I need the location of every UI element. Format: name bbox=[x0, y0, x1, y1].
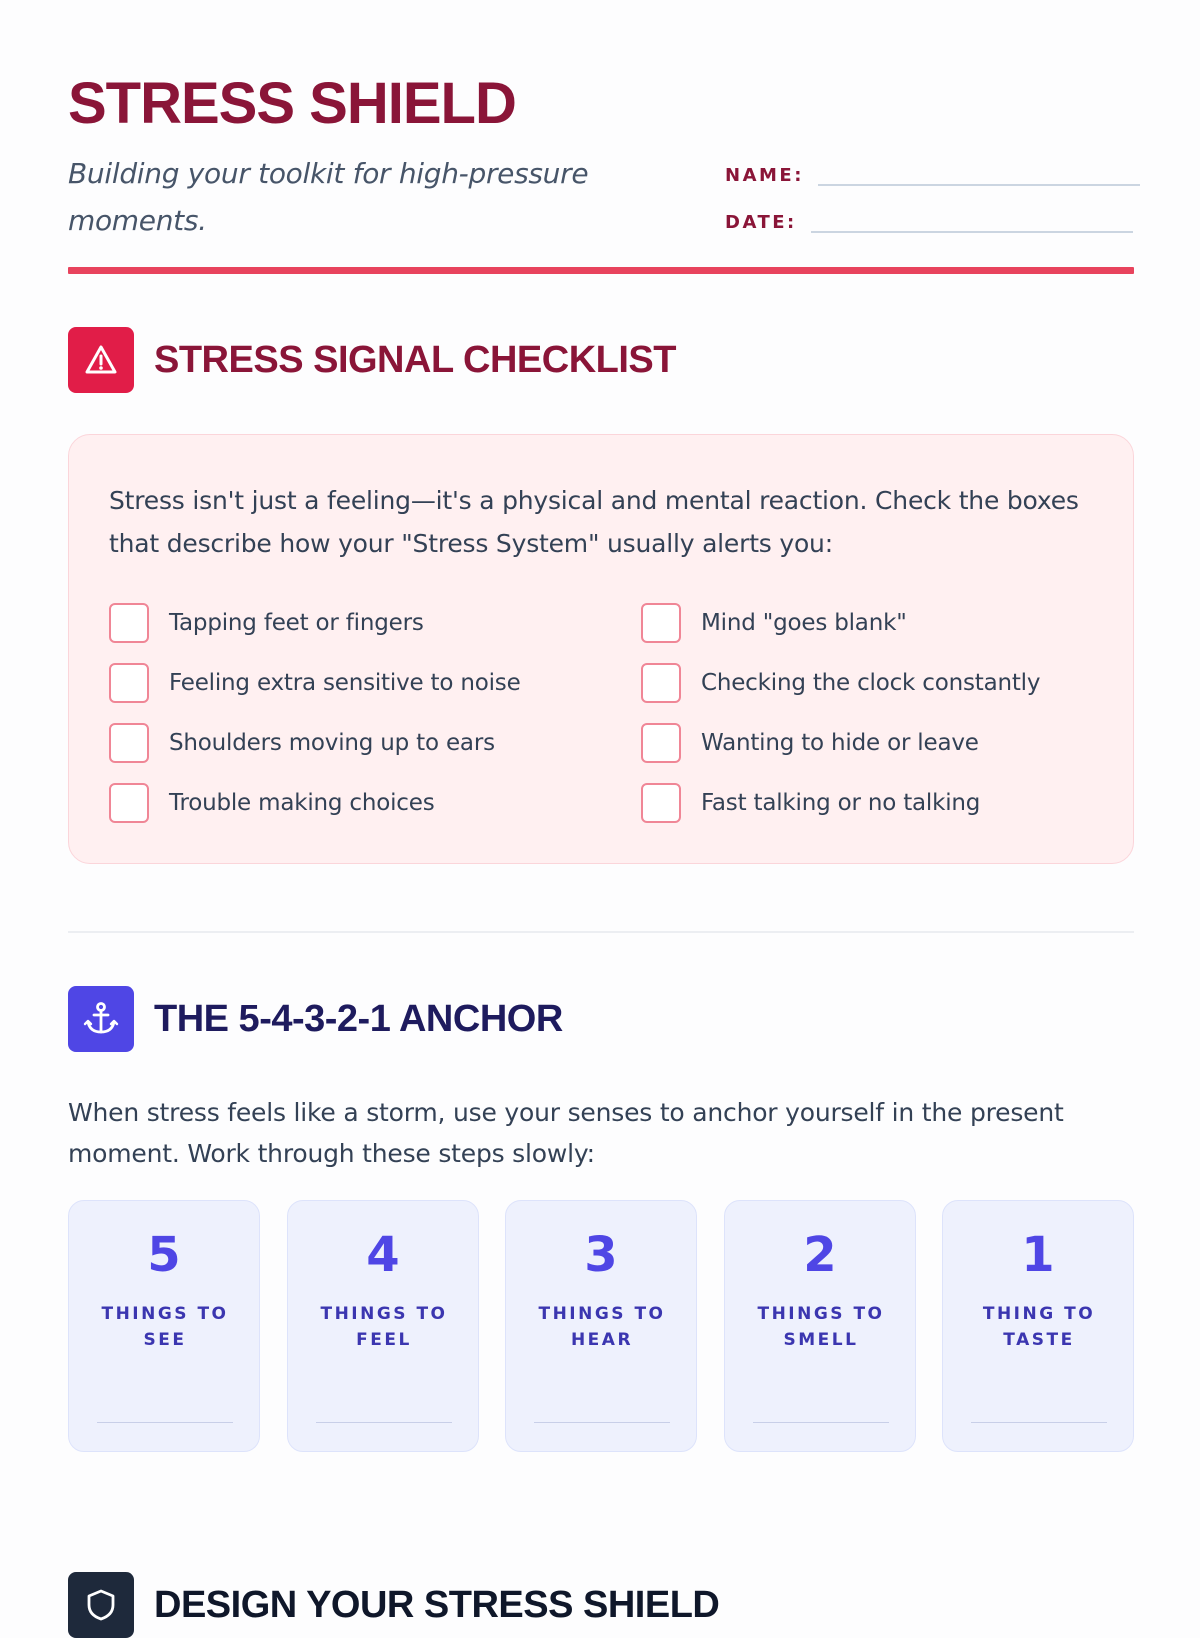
shield-title: DESIGN YOUR STRESS SHIELD bbox=[154, 1583, 720, 1626]
checklist-item[interactable] bbox=[641, 663, 1040, 703]
checkbox[interactable] bbox=[109, 783, 149, 823]
anchor-section-header bbox=[68, 986, 563, 1052]
sense-label: THINGS TO FEEL bbox=[320, 1304, 448, 1350]
sense-label: THINGS TO SMELL bbox=[757, 1304, 885, 1350]
section-divider bbox=[68, 931, 1134, 933]
shield-icon bbox=[68, 1572, 134, 1638]
checklist-panel bbox=[68, 434, 1134, 864]
anchor-intro: When stress feels like a storm, use your senses to anchor yourself in the present moment. Work through these steps slowly: bbox=[68, 1098, 1064, 1168]
sense-card-taste bbox=[942, 1200, 1134, 1452]
anchor-title: THE 5-4-3-2-1 ANCHOR bbox=[154, 997, 563, 1040]
warning-triangle-icon bbox=[68, 327, 134, 393]
page-title: STRESS SHIELD bbox=[68, 71, 516, 136]
sense-number: 1 bbox=[1021, 1227, 1055, 1283]
sense-number: 4 bbox=[366, 1227, 400, 1283]
sense-label: THINGS TO HEAR bbox=[538, 1304, 666, 1350]
sense-label: THING TO TASTE bbox=[982, 1304, 1096, 1350]
checklist-item-label: Mind "goes blank" bbox=[701, 610, 907, 636]
checklist-item-label: Feeling extra sensitive to noise bbox=[169, 670, 521, 696]
checklist-title: STRESS SIGNAL CHECKLIST bbox=[154, 338, 676, 381]
date-label: DATE: bbox=[725, 212, 797, 233]
checkbox[interactable] bbox=[641, 783, 681, 823]
sense-answer-line[interactable] bbox=[316, 1422, 452, 1424]
sense-answer-line[interactable] bbox=[971, 1422, 1107, 1424]
checklist-item-label: Checking the clock constantly bbox=[701, 670, 1041, 696]
checkbox[interactable] bbox=[641, 663, 681, 703]
checklist-section-header bbox=[68, 327, 676, 393]
shield-section-header bbox=[68, 1572, 719, 1638]
checklist-intro: Stress isn't just a feeling—it's a physical and mental reaction. Check the boxes that describe how your "Stress System" usually alerts you: bbox=[109, 486, 1079, 558]
checkbox[interactable] bbox=[641, 603, 681, 643]
checklist-item[interactable] bbox=[641, 603, 907, 643]
page-subtitle: Building your toolkit for high-pressure moments. bbox=[68, 157, 589, 237]
sense-card-smell bbox=[724, 1200, 916, 1452]
name-field bbox=[725, 164, 1140, 186]
checklist-item[interactable] bbox=[109, 663, 521, 703]
checklist-item-label: Fast talking or no talking bbox=[701, 790, 981, 816]
checklist-item-label: Tapping feet or fingers bbox=[169, 610, 424, 636]
sense-number: 5 bbox=[147, 1227, 181, 1283]
name-label: NAME: bbox=[725, 165, 804, 186]
checklist-item[interactable] bbox=[109, 783, 434, 823]
checkbox[interactable] bbox=[109, 603, 149, 643]
sense-card-see bbox=[68, 1200, 260, 1452]
sense-card-hear bbox=[505, 1200, 697, 1452]
checklist-item[interactable] bbox=[641, 783, 980, 823]
checklist-item[interactable] bbox=[109, 603, 424, 643]
sense-answer-line[interactable] bbox=[534, 1422, 670, 1424]
checkbox[interactable] bbox=[641, 723, 681, 763]
date-input-line[interactable] bbox=[811, 211, 1133, 233]
sense-label: THINGS TO SEE bbox=[101, 1304, 229, 1350]
sense-answer-line[interactable] bbox=[97, 1422, 233, 1424]
date-field bbox=[725, 211, 1133, 233]
sense-number: 2 bbox=[803, 1227, 837, 1283]
checklist-item-label: Shoulders moving up to ears bbox=[169, 730, 495, 756]
checklist-item-label: Trouble making choices bbox=[169, 790, 435, 816]
sense-number: 3 bbox=[584, 1227, 618, 1283]
anchor-icon bbox=[68, 986, 134, 1052]
sense-answer-line[interactable] bbox=[753, 1422, 889, 1424]
sense-card-feel bbox=[287, 1200, 479, 1452]
checklist-item-label: Wanting to hide or leave bbox=[701, 730, 979, 756]
name-input-line[interactable] bbox=[818, 164, 1140, 186]
checkbox[interactable] bbox=[109, 663, 149, 703]
header-divider bbox=[68, 267, 1134, 274]
checklist-item[interactable] bbox=[109, 723, 495, 763]
checkbox[interactable] bbox=[109, 723, 149, 763]
checklist-item[interactable] bbox=[641, 723, 979, 763]
